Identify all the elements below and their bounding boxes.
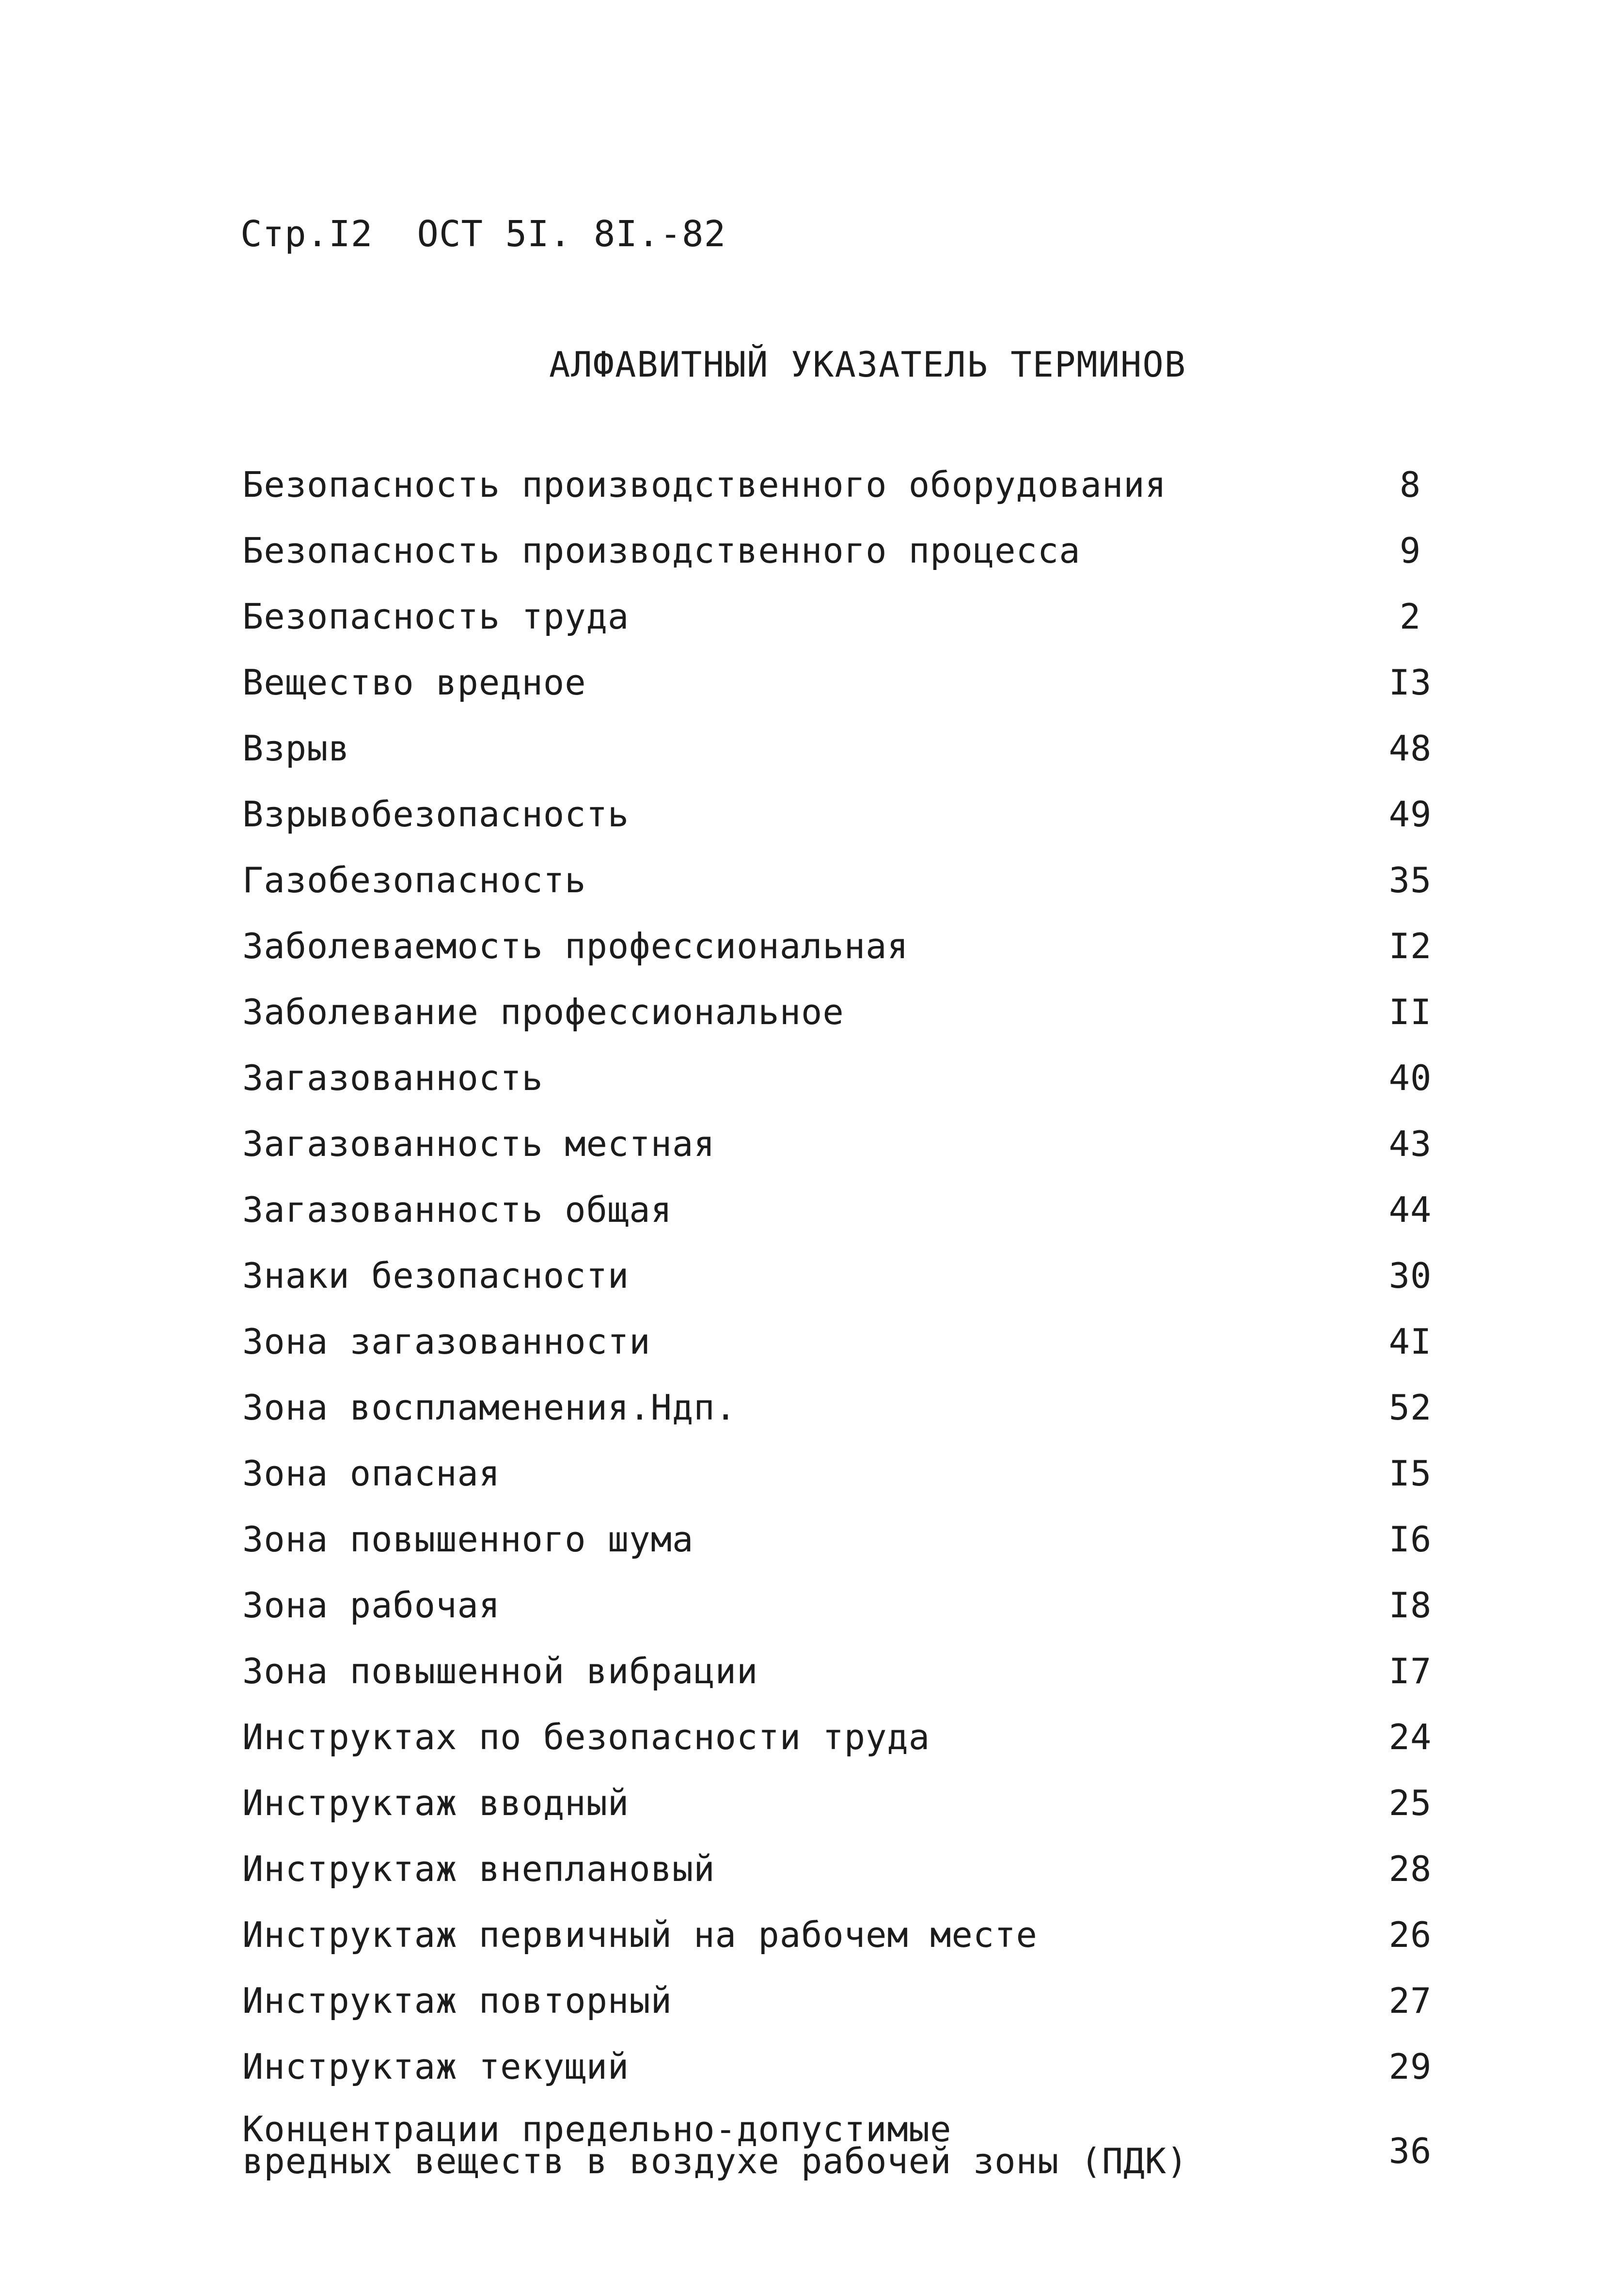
index-entry <box>242 1515 1444 1581</box>
index-entry <box>242 1185 1444 1251</box>
index-entry <box>242 1317 1444 1383</box>
index-entry <box>242 790 1444 856</box>
index-entry <box>242 1054 1444 1120</box>
index-page-number: II <box>1388 992 1432 1032</box>
index-term: Безопасность производственного процесса <box>242 530 1081 571</box>
index-page-number: 52 <box>1388 1387 1432 1428</box>
index-entry <box>242 460 1444 526</box>
index-entry <box>242 1383 1444 1449</box>
standard-number: ОСТ 5I. 8I.-82 <box>417 213 726 255</box>
index-term: Зона рабочая <box>242 1585 501 1626</box>
index-term-line-2: вредных веществ в воздухе рабочей зоны (ПДК) <box>242 2141 1188 2181</box>
index-page-number: 40 <box>1388 1058 1432 1098</box>
index-entry <box>242 1647 1444 1713</box>
index-term: Инструктах по безопасности труда <box>242 1717 930 1757</box>
index-entry <box>242 1911 1444 1976</box>
index-page-number: I3 <box>1388 662 1432 703</box>
index-entry <box>242 1976 1444 2042</box>
page-title-text: АЛФАВИТНЫЙ УКАЗАТЕЛЬ ТЕРМИНОВ <box>549 344 1187 385</box>
index-term: Вещество вредное <box>242 662 586 703</box>
index-entry <box>242 1120 1444 1185</box>
index-term <box>242 2109 1188 2181</box>
index-page-number: 26 <box>1388 1914 1432 1955</box>
page-reference: Стр.I2 <box>240 213 373 255</box>
index-entry <box>242 658 1444 724</box>
index-term: Безопасность труда <box>242 596 630 637</box>
index-page-number: 49 <box>1388 794 1432 835</box>
index-term: Зона воспламенения.Ндп. <box>242 1387 737 1428</box>
index-entry <box>242 922 1444 988</box>
index-term: Инструктаж вводный <box>242 1783 630 1823</box>
index-entry <box>242 1251 1444 1317</box>
index-entry <box>242 1449 1444 1515</box>
index-term: Взрывобезопасность <box>242 794 630 835</box>
index-page-number: 8 <box>1399 464 1421 505</box>
page-header <box>240 213 726 255</box>
index-term: Инструктаж внеплановый <box>242 1848 715 1889</box>
index-term: Зона повышенного шума <box>242 1519 694 1560</box>
page-title <box>0 344 1624 385</box>
index-entry <box>242 1713 1444 1779</box>
index-page-number: I2 <box>1388 926 1432 966</box>
index-page-number: 48 <box>1388 728 1432 769</box>
index-page-number: I7 <box>1388 1651 1432 1691</box>
index-term: Взрыв <box>242 728 350 769</box>
index-term: Загазованность местная <box>242 1123 715 1164</box>
index-term: Инструктаж текущий <box>242 2046 630 2087</box>
index-page-number: 27 <box>1388 1980 1432 2021</box>
index-term-line-1: Концентрации предельно-допустимые <box>242 2109 952 2149</box>
index-term: Зона загазованности <box>242 1321 651 1362</box>
term-index-list <box>242 460 1444 2205</box>
index-page-number: 43 <box>1388 1123 1432 1164</box>
index-page-number: 24 <box>1388 1717 1432 1757</box>
index-entry <box>242 592 1444 658</box>
index-term: Загазованность общая <box>242 1189 672 1230</box>
index-term: Заболевание профессиональное <box>242 992 844 1032</box>
index-page-number: I5 <box>1388 1453 1432 1494</box>
index-page-number: 9 <box>1399 530 1421 571</box>
index-page-number: 36 <box>1388 2131 1432 2171</box>
index-entry <box>242 988 1444 1054</box>
index-page-number: I6 <box>1388 1519 1432 1560</box>
index-term: Загазованность <box>242 1058 543 1098</box>
index-page-number: 44 <box>1388 1189 1432 1230</box>
index-entry <box>242 724 1444 790</box>
index-entry <box>242 2108 1444 2205</box>
index-page-number: I8 <box>1388 1585 1432 1626</box>
index-entry <box>242 856 1444 922</box>
index-entry <box>242 1845 1444 1911</box>
index-term: Газобезопасность <box>242 860 586 901</box>
index-term: Зона повышенной вибрации <box>242 1651 758 1691</box>
index-term: Знаки безопасности <box>242 1255 630 1296</box>
index-page-number: 2 <box>1399 596 1421 637</box>
index-entry <box>242 1779 1444 1845</box>
index-page-number: 35 <box>1388 860 1432 901</box>
index-entry <box>242 1581 1444 1647</box>
index-entry <box>242 2042 1444 2108</box>
index-term: Безопасность производственного оборудования <box>242 464 1167 505</box>
index-page-number: 29 <box>1388 2046 1432 2087</box>
index-term: Инструктаж первичный на рабочем месте <box>242 1914 1038 1955</box>
index-page-number: 30 <box>1388 1255 1432 1296</box>
index-page-number: 4I <box>1388 1321 1432 1362</box>
index-term: Инструктаж повторный <box>242 1980 672 2021</box>
index-entry <box>242 526 1444 592</box>
index-page-number: 25 <box>1388 1783 1432 1823</box>
index-page-number: 28 <box>1388 1848 1432 1889</box>
index-term: Зона опасная <box>242 1453 501 1494</box>
index-term: Заболеваемость профессиональная <box>242 926 909 966</box>
